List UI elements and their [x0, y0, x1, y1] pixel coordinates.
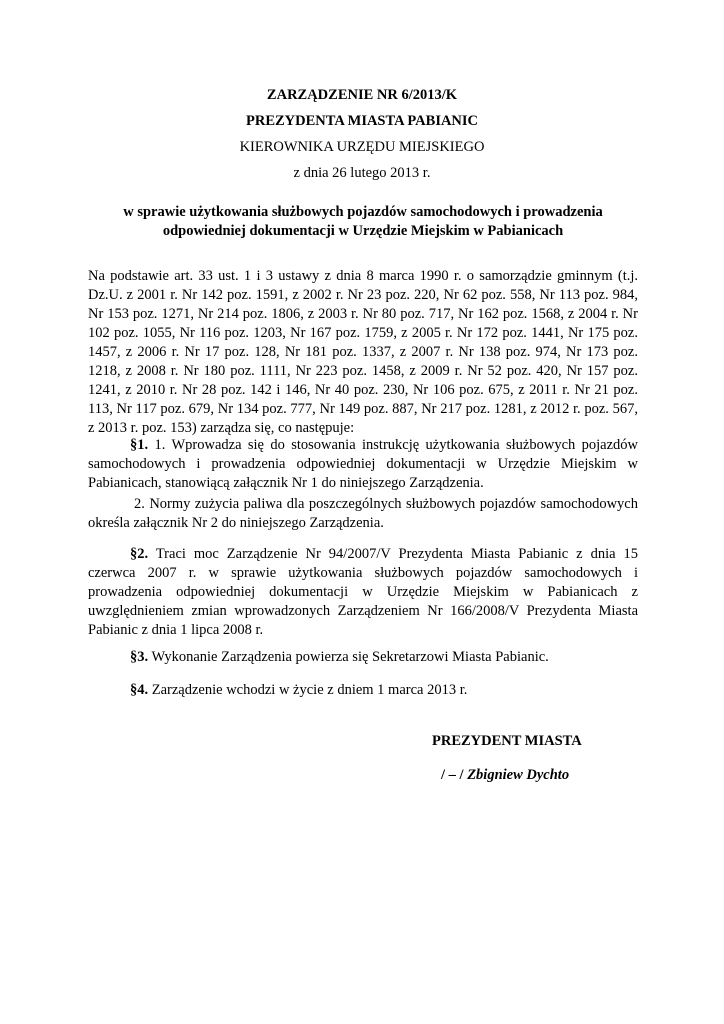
section-2-label: §2.	[130, 546, 149, 562]
section-1-paragraph-2: 2. Normy zużycia paliwa dla poszczególnych służbowych pojazdów samochodowych określa załącznik Nr 2 do niniejszego Zarządzenia.	[88, 496, 638, 531]
section-1-label: §1.	[130, 437, 149, 453]
section-4-paragraph	[88, 681, 638, 700]
signature-line	[441, 766, 569, 784]
section-3-paragraph	[88, 648, 638, 667]
section-3-label: §3.	[130, 649, 149, 665]
section-1-paragraph-1	[88, 436, 638, 493]
signature-title: PREZYDENT MIASTA	[432, 733, 582, 749]
ordinance-number: ZARZĄDZENIE NR 6/2013/K	[266, 87, 458, 103]
subject-heading: w sprawie użytkowania służbowych pojazdów samochodowych i prowadzenia odpowiedniej dokumentacji w Urzędzie Miejskim w Pabianicach	[123, 204, 603, 239]
section-3-text: Wykonanie Zarządzenia powierza się Sekretarzowi Miasta Pabianic.	[151, 649, 549, 665]
issue-date: z dnia 26 lutego 2013 r.	[293, 165, 431, 181]
issuer-title: PREZYDENTA MIASTA PABIANIC	[245, 113, 479, 129]
section-1-text-1: 1. Wprowadza się do stosowania instrukcję użytkowania służbowych pojazdów samochodowych i prowadzenia odpowiedniej dokumentacji w Urzędzie Miejskim w Pabianicach, stanowiącą załącznik Nr 1 do niniejszego Zarządzenia.	[88, 437, 639, 491]
signatory-name: Zbigniew Dychto	[467, 767, 570, 783]
section-4-text: Zarządzenie wchodzi w życie z dniem 1 marca 2013 r.	[151, 682, 468, 698]
section-2-text: Traci moc Zarządzenie Nr 94/2007/V Prezydenta Miasta Pabianic z dnia 15 czerwca 2007 r. w sprawie użytkowania służbowych pojazdów samochodowych i prowadzenia odpowiedniej dokumentacji w Urzędzie Miejskim w Pabianicach z uwzględnieniem zmian wprowadzonych Zarządzeniem Nr 166/2008/V Prezydenta Miasta Pabianic z dnia 1 lipca 2008 r.	[88, 546, 638, 638]
section-2-paragraph	[88, 545, 638, 640]
issuer-subtitle: KIEROWNIKA URZĘDU MIEJSKIEGO	[239, 139, 485, 155]
section-4-label: §4.	[130, 682, 149, 698]
preamble-paragraph: Na podstawie art. 33 ust. 1 i 3 ustawy z dnia 8 marca 1990 r. o samorządzie gminnym (t.j. Dz.U. z 2001 r. Nr 142 poz. 1591, z 2002 r. Nr 23 poz. 220, Nr 62 poz. 558, Nr 113 poz. 984, Nr 153 poz. 1271, Nr 214 poz. 1806, z 2003 r. Nr 80 poz. 717, Nr 162 poz. 1568, z 2004 r. Nr 102 poz. 1055, Nr 116 poz. 1203, Nr 167 poz. 1759, z 2005 r. Nr 172 poz. 1441, Nr 175 poz. 1457, z 2006 r. Nr 17 poz. 128, Nr 181 poz. 1337, z 2007 r. Nr 138 poz. 974, Nr 173 poz. 1218, z 2008 r. Nr 180 poz. 1111, Nr 223 poz. 1458, z 2009 r. Nr 52 poz. 420, Nr 157 poz. 1241, z 2010 r. Nr 28 poz. 142 i 146, Nr 40 poz. 230, Nr 106 poz. 675, z 2011 r. Nr 21 poz. 113, Nr 117 poz. 679, Nr 134 poz. 777, Nr 149 poz. 887, Nr 217 poz. 1281, z 2012 r. poz. 567, z 2013 r. poz. 153) zarządza się, co następuje:	[88, 268, 638, 436]
signature-mark: / – /	[441, 767, 464, 783]
